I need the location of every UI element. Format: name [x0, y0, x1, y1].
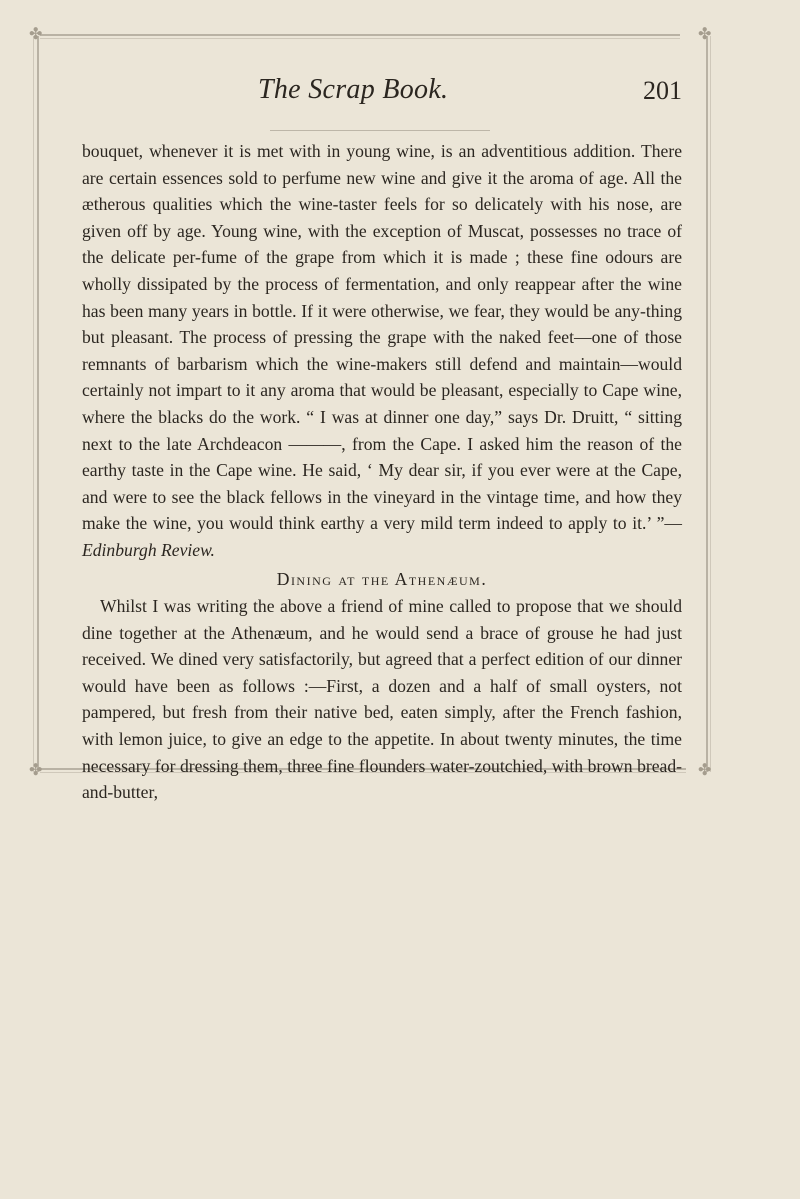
frame-left-rule-inner: [33, 36, 34, 772]
frame-right-rule: [706, 36, 708, 772]
body-text: [82, 138, 682, 806]
corner-ornament-icon: ✤: [698, 762, 712, 779]
corner-ornament-icon: ✤: [29, 762, 43, 779]
corner-ornament-icon: ✤: [698, 26, 712, 43]
paragraph: Whilst I was writing the above a friend of mine called to propose that we should dine together at the Athenæum, and he would send a brace of grouse he had just received. We dined very satisfactorily, but agreed that a perfect edition of our dinner would have been as follows :—First, a dozen and a half of small oysters, not pampered, but fresh from their native bed, eaten simply, after the French fashion, with lemon juice, to give an edge to the appetite. In about twenty minutes, the time necessary for dressing them, three fine flounders water-zoutchied, with brown bread-and-butter,: [82, 596, 682, 803]
frame-top-rule-inner: [40, 38, 680, 39]
running-title: The Scrap Book.: [258, 74, 449, 105]
frame-right-rule-inner: [710, 36, 711, 772]
frame-top-rule: [40, 34, 680, 36]
header-rule: [270, 130, 490, 131]
frame-left-rule: [37, 36, 39, 772]
section-heading: Dining at the Athenæum.: [276, 568, 488, 589]
paragraph-text: bouquet, whenever it is met with in young wine, is an adventitious addition. There are certain essences sold to perfume new wine and give it the aroma of age. All the ætherous qualities which the wine-taster feels for so delicately with his nose, are given off by age. Young wine, with the exception of Muscat, possesses no trace of the delicate per-fume of the grape from which it is made ; these fine odours are wholly dissipated by the process of fermentation, and only reappear after the wine has been many years in bottle. If it were otherwise, we fear, they would be any-thing but pleasant. The process of pressing the grape with the naked feet—one of those remnants of barbarism which the wine-makers still defend and maintain—would certainly not impart to it any aroma that would be pleasant, especially to Cape wine, where the blacks do the work. “ I was at dinner one day,” says Dr. Druitt, “ sitting next to the late Archdeacon ———, from the Cape. I asked him the reason of the earthy taste in the Cape wine. He said, ‘ My dear sir, if you ever were at the Cape, and were to see the black fellows in the vineyard in the vintage time, and how they make the wine, you would think earthy a very mild term indeed to apply to it.’ ”—: [82, 141, 682, 534]
paragraph: [82, 138, 682, 564]
source-citation: Edinburgh Review.: [82, 539, 215, 560]
running-header: [82, 70, 682, 118]
page-number: 201: [643, 76, 682, 105]
corner-ornament-icon: ✤: [29, 26, 43, 43]
